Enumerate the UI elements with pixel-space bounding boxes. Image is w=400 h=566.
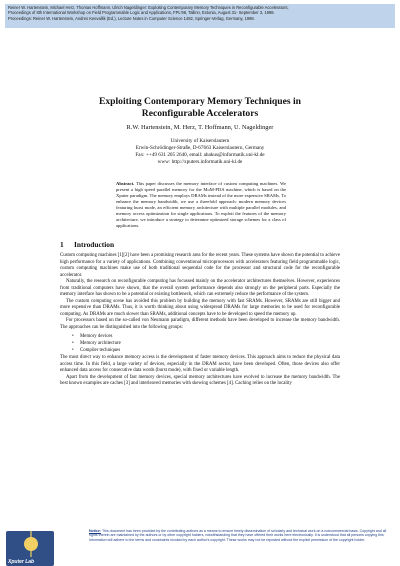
affiliation-line: Fax: ++49 631 205 2640, email: abakus@informatik.uni-kl.de — [135, 152, 265, 158]
abstract — [116, 181, 286, 229]
notice-label: Notice: — [89, 529, 102, 533]
author-list: R.W. Hartenstein, M. Herz, T. Hoffmann, U. Nageldinger — [126, 124, 274, 131]
paragraph: The most direct way to enhance memory access is the development of faster memory devices. This approach aims to reduce the physical data access time. In this field, a large variety of devices, especially in the DRAM sector, have been developed. Often, those devices also offer enhanced data access for consecutive data words (burst mode), with fixed or variable length. — [60, 355, 340, 374]
paper-title — [40, 96, 360, 120]
citation-line: Reiner W. Hartenstein, Michael Herz, Thomas Hoffmann, Ulrich Nageldinger: Exploiting Contemporary Memory Techniques in Reconfigurable Accelerators; — [8, 5, 289, 10]
copyright-notice — [89, 529, 389, 542]
section-number: 1 — [60, 240, 64, 249]
affiliation-line: www: http://xputers.informatik.uni-kl.de — [157, 159, 243, 165]
citation-line: Proceedings: Reiner W. Hartenstein, Andres Keevallik (Ed.), Lecture Notes in Computer Science 1482, Springer-Verlag, Germany, 1998. — [8, 15, 255, 21]
list-item: • Memory devices — [72, 333, 340, 340]
xputer-lab-logo — [6, 531, 54, 566]
list-item: • Compiler techniques — [72, 347, 340, 354]
body-text — [60, 253, 340, 388]
list-item: • Memory architecture — [72, 340, 340, 347]
paragraph: For processors based on the so-called von Neumann paradigm, different methods have been developed to increase the memory bandwidth. The approaches can be distinguished into the following groups: — [60, 318, 340, 331]
copyright-footer — [0, 521, 400, 566]
title-line: Exploiting Contemporary Memory Techniques in — [98, 96, 301, 107]
paragraph: Custom computing machines [1][2] have been a promising research area for the recent years. These systems have shown the potential to achieve high performance for a variety of applications. Combining conventional microprocessors with accelerators featuring field programmable logic, custom computing machines make use of both traditional sequential code for the processor and structural code for the reconfigurable accelerator. — [60, 253, 340, 278]
abstract-label: Abstract. — [116, 181, 135, 186]
title-line: Reconfigurable Accelerators — [141, 108, 259, 119]
affiliation-block — [40, 138, 360, 166]
logo-label: Xputer Lab — [8, 559, 35, 565]
notice-text: This document has been provided by the contributing authors as a means to ensure timely dissemination of scholarly and technical work on a noncommercial basis. Copyright and all rights therein are maintained by the authors or by other copyright holders, notwithstanding that they have offered their works here electronically. It is understood that all persons copying this information will adhere to the terms and constraints invoked by each author's copyright. These works may not be reposted without the explicit permission of the copyright holder. — [89, 529, 387, 542]
paragraph: Naturally, the research on reconfigurable computing has focussed mainly on the accelerator architectures themselves. However, experiences from traditional computers have shown, that the overall system performance depends also strongly on the peripheral parts. Especially the memory interface has shown to be a potential or existing bottleneck, which can extremely reduce the performance of the system. — [60, 279, 340, 298]
affiliation-line: University of Kaiserslautern — [170, 138, 230, 144]
abstract-text: This paper discusses the memory interface of custom computing machines. We present a high speed parallel memory for the MoM-PDA machine, which is based on the Xputer paradigm. The memory employs DRAMs instead of the more expensive SRAMs. To enhance the memory bandwidth, we use a threefold approach: modern memory devices featuring burst mode, an efficient memory architecture with multiple parallel modules, and memory access optimization for single applications. To exploit the features of the memory architecture, we introduce a strategy to determine optimized storage schemes for a class of applications. — [116, 181, 286, 229]
section-title: Introduction — [74, 240, 115, 249]
paragraph: The custom computing scene has avoided this problem by building the memory with fast SRAMs. However, SRAMs are still bigger and more expensive than DRAMs. Thus, it is worth thinking about using widespread DRAMs for large memories to be used for reconfigurable computing. As DRAMs are much slower than SRAMs, additional concepts have to be developed to speed the memory up. — [60, 298, 340, 317]
bullet-list — [60, 333, 340, 355]
section-heading — [60, 240, 114, 249]
paragraph: Apart from the development of fast memory devices, special memory architectures have evolved to increase the memory bandwidth. The best known examples are caches [3] and interleaved memories with skewing schemes [4]. Caching relies on the locality — [60, 374, 340, 387]
citation-line: Proceedings of 8th International Workshop on Field Programmable Logic and Applications, FPL'98, Tallinn, Estonia, August 31- September 3, 1998. — [8, 10, 275, 16]
citation-banner — [5, 4, 395, 28]
affiliation-line: Erwin-Schrödinger-Straße, D-67663 Kaiserslautern, Germany — [135, 145, 265, 151]
logo-sun-icon — [24, 537, 38, 551]
